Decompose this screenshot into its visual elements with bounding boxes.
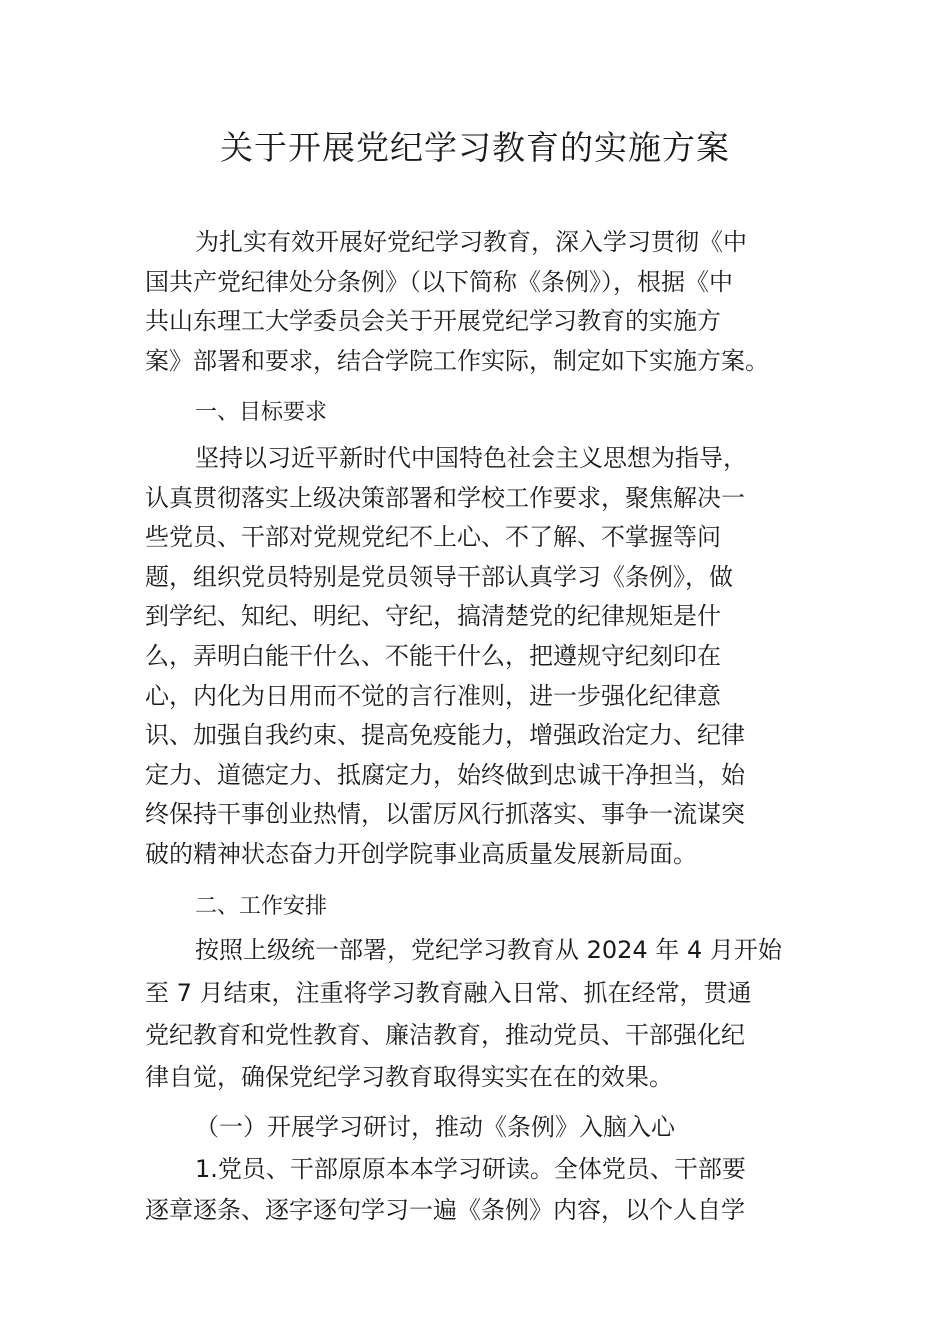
text-line: 终保持干事创业热情，以雷厉风行抓落实、事争一流谋突 bbox=[145, 800, 745, 828]
text-line: 认真贯彻落实上级决策部署和学校工作要求，聚焦解决一 bbox=[145, 484, 745, 512]
text-line: 律自觉，确保党纪学习教育取得实实在在的效果。 bbox=[145, 1063, 673, 1091]
text-line: 到学纪、知纪、明纪、守纪，搞清楚党的纪律规矩是什 bbox=[145, 602, 721, 630]
text-line: 为扎实有效开展好党纪学习教育，深入学习贯彻《中 bbox=[195, 228, 747, 256]
text-line: 至 7 月结束，注重将学习教育融入日常、抓在经常，贯通 bbox=[145, 979, 752, 1007]
text-line: 1.党员、干部原原本本学习研读。全体党员、干部要 bbox=[195, 1155, 746, 1183]
text-line: 破的精神状态奋力开创学院事业高质量发展新局面。 bbox=[145, 840, 697, 868]
text-line: 逐章逐条、逐字逐句学习一遍《条例》内容，以个人自学 bbox=[145, 1196, 745, 1224]
document-title: 关于开展党纪学习教育的实施方案 bbox=[220, 128, 730, 167]
text-line: 坚持以习近平新时代中国特色社会主义思想为指导， bbox=[195, 444, 747, 472]
text-line: 些党员、干部对党规党纪不上心、不了解、不掌握等问 bbox=[145, 523, 721, 551]
text-line: 题，组织党员特别是党员领导干部认真学习《条例》，做 bbox=[145, 563, 733, 591]
text-line: 按照上级统一部署，党纪学习教育从 2024 年 4 月开始 bbox=[195, 936, 782, 964]
text-line: 国共产党纪律处分条例》（以下简称《条例》），根据《中 bbox=[145, 268, 733, 296]
section-heading: 一、目标要求 bbox=[195, 400, 328, 425]
text-line: 党纪教育和党性教育、廉洁教育，推动党员、干部强化纪 bbox=[145, 1021, 745, 1049]
text-line: 么，弄明白能干什么、不能干什么，把遵规守纪刻印在 bbox=[145, 642, 721, 670]
text-line: 心，内化为日用而不觉的言行准则，进一步强化纪律意 bbox=[145, 682, 721, 710]
text-line: 共山东理工大学委员会关于开展党纪学习教育的实施方 bbox=[145, 307, 721, 335]
text-line: 定力、道德定力、抵腐定力，始终做到忠诚干净担当，始 bbox=[145, 761, 745, 789]
section-heading: 二、工作安排 bbox=[195, 894, 328, 919]
text-line: 识、加强自我约束、提高免疫能力，增强政治定力、纪律 bbox=[145, 721, 745, 749]
subsection-heading: （一）开展学习研讨，推动《条例》入脑入心 bbox=[195, 1113, 675, 1141]
text-line: 案》部署和要求，结合学院工作实际，制定如下实施方案。 bbox=[145, 347, 769, 375]
